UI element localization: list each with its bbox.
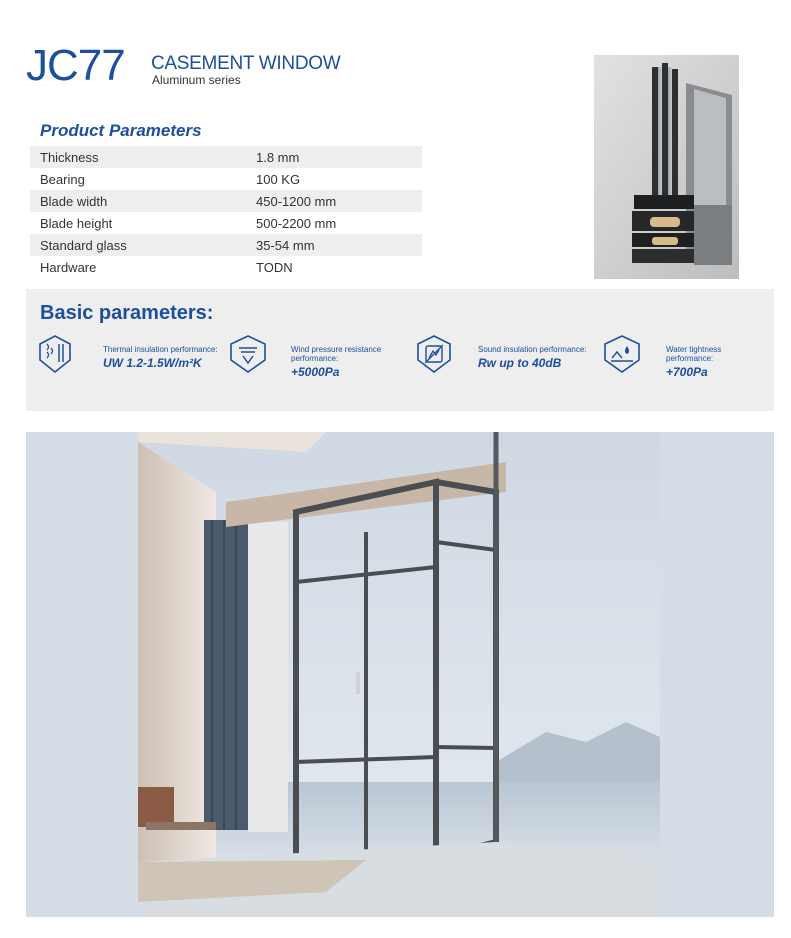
feature-label: Sound insulation performance: xyxy=(478,345,587,354)
param-label: Standard glass xyxy=(30,234,256,256)
feature-thermal xyxy=(103,345,223,370)
feature-value: +5000Pa xyxy=(291,365,340,379)
feature-label: Water tightness performance: xyxy=(666,345,722,363)
param-label: Thickness xyxy=(30,146,256,168)
interior-window-photo xyxy=(26,432,774,917)
feature-value: Rw up to 40dB xyxy=(478,356,562,370)
thermal-insulation-icon xyxy=(37,334,73,374)
param-value: TODN xyxy=(256,259,293,275)
table-row xyxy=(30,234,422,256)
table-row xyxy=(30,146,422,168)
wind-pressure-icon xyxy=(227,334,269,374)
param-label: Blade width xyxy=(30,190,256,212)
feature-label: Thermal insulation performance: xyxy=(103,345,218,354)
basic-parameters-heading: Basic parameters: xyxy=(40,302,214,324)
param-value: 35-54 mm xyxy=(256,234,422,256)
table-row xyxy=(30,212,422,234)
feature-sound-insulation xyxy=(478,345,588,370)
product-title: CASEMENT WINDOW xyxy=(151,53,341,74)
param-value: 450-1200 mm xyxy=(256,190,422,212)
profile-section-image xyxy=(594,55,739,279)
table-row xyxy=(30,190,422,212)
feature-wind-pressure xyxy=(291,345,406,379)
feature-value: UW 1.2-1.5W/m²K xyxy=(103,356,202,370)
param-label: Blade height xyxy=(40,215,113,231)
param-label: Hardware xyxy=(40,259,97,275)
param-value: 500-2200 mm xyxy=(256,215,337,231)
water-tightness-icon xyxy=(601,334,643,374)
feature-value: +700Pa xyxy=(666,365,708,379)
product-parameters-heading: Product Parameters xyxy=(40,121,202,140)
table-row xyxy=(30,256,422,278)
table-row xyxy=(30,168,422,190)
model-number: JC77 xyxy=(26,41,125,90)
param-value: 1.8 mm xyxy=(256,146,422,168)
product-subtitle: Aluminum series xyxy=(152,73,241,87)
sound-insulation-icon xyxy=(414,334,454,374)
feature-label: Wind pressure resistance performance: xyxy=(291,345,382,363)
param-value: 100 KG xyxy=(256,171,301,187)
product-parameters-table xyxy=(30,146,422,278)
feature-water-tightness xyxy=(666,345,766,379)
param-label: Bearing xyxy=(40,171,85,187)
